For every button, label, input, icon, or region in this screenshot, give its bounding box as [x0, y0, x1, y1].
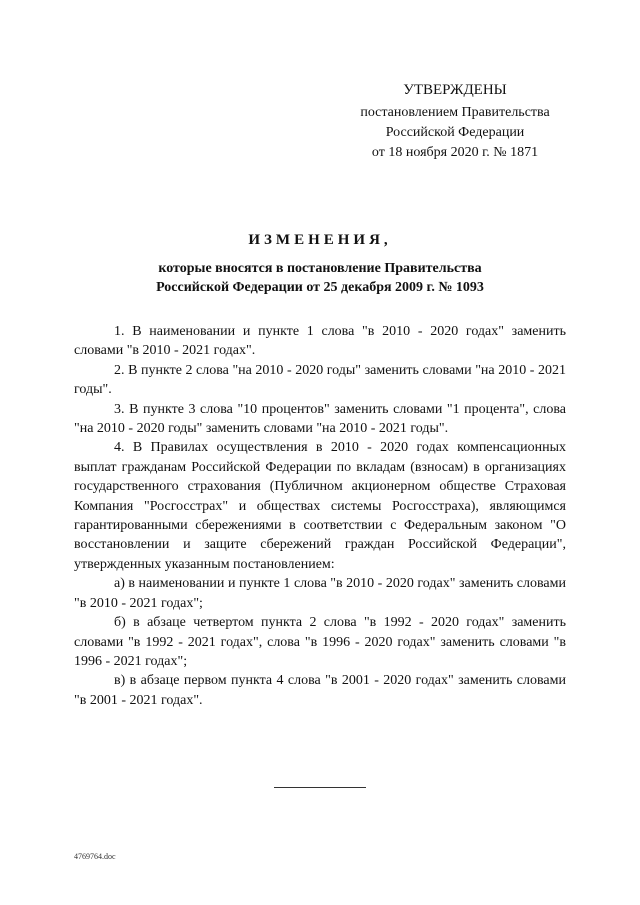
- document-subtitle-line-2: Российской Федерации от 25 декабря 2009 г. № 1093: [156, 280, 484, 295]
- paragraph-item-3: 3. В пункте 3 слова "10 процентов" заменить словами "1 процента", слова "на 2010 - 2020 годы" заменить словами "на 2010 - 2021 годы".: [74, 401, 566, 437]
- approval-line-3: от 18 ноября 2020 г. № 1871: [371, 145, 539, 160]
- paragraph-subitem-b: б) в абзаце четвертом пункта 2 слова "в 1992 - 2020 годах" заменить словами "в 1992 - 2021 годах", слова "в 1996 - 2020 годах" заменить словами "в 1996 - 2021 годах";: [74, 615, 566, 669]
- doc-code: 4769764.doc: [74, 852, 116, 861]
- approval-line-1: постановлением Правительства: [360, 105, 550, 120]
- document-body: [74, 322, 566, 710]
- approved-heading: УТВЕРЖДЕНЫ: [403, 82, 507, 98]
- paragraph-subitem-a: а) в наименовании и пункте 1 слова "в 2010 - 2020 годах" заменить словами "в 2010 - 2021 годах";: [74, 576, 566, 611]
- document-title: ИЗМЕНЕНИЯ,: [248, 232, 392, 248]
- paragraph-subitem-c: в) в абзаце первом пункта 4 слова "в 2001 - 2020 годах" заменить словами "в 2001 - 2021 годах".: [74, 673, 566, 708]
- paragraph-item-2: 2. В пункте 2 слова "на 2010 - 2020 годы" заменить словами "на 2010 - 2021 годы".: [74, 362, 566, 398]
- document-heading: [0, 232, 640, 297]
- end-divider: [274, 787, 366, 788]
- paragraph-item-4: 4. В Правилах осуществления в 2010 - 2020 годах компенсационных выплат гражданам Российской Федерации по вкладам (взносам) в организациях государственного страхования (Публичном акционерном обществе Страховая Компания "Росгосстрах" и обществах системы Росгосстраха), являющимся гарантированными сбережениями в соответствии с Федеральным законом "О восстановлении и защите сбережений граждан Российской Федерации", утвержденных указанным постановлением:: [74, 440, 566, 572]
- approval-stamp: [330, 80, 580, 163]
- paragraph-item-1: 1. В наименовании и пункте 1 слова "в 2010 - 2020 годах" заменить словами "в 2010 - 2021 годах".: [74, 324, 566, 359]
- document-subtitle-line-1: которые вносятся в постановление Правительства: [158, 261, 482, 276]
- approval-line-2: Российской Федерации: [385, 125, 525, 140]
